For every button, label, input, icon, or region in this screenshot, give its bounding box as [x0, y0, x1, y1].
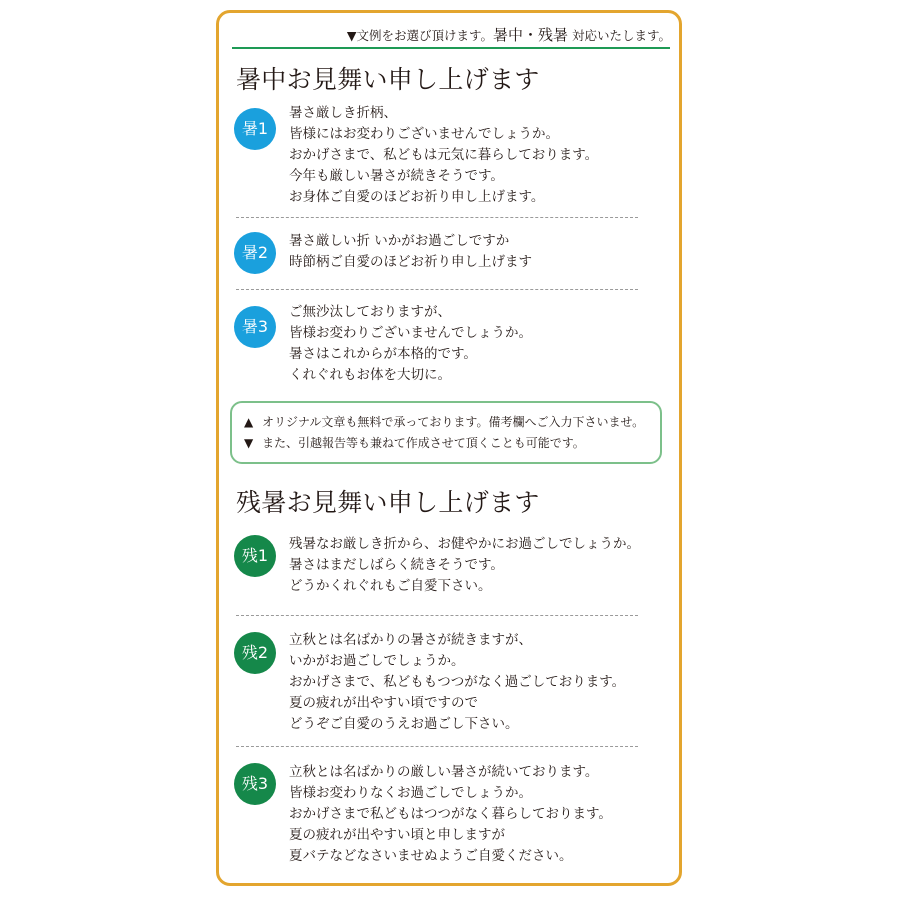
triangle-down-icon: ▼ [244, 436, 254, 450]
note-suffix: 対応いたします。 [568, 28, 671, 43]
text-line: 暑さ厳しき折柄、 [289, 105, 397, 121]
text-line: 暑さはこれからが本格的です。 [289, 346, 477, 362]
template-badge-sho3[interactable]: 暑3 [234, 306, 276, 348]
template-badge-zan2[interactable]: 残2 [234, 632, 276, 674]
text-line: どうかくれぐれもご自愛下さい。 [289, 578, 492, 594]
shochu-section-title: 暑中お見舞い申し上げます [236, 65, 540, 94]
notice-line-moving [244, 434, 585, 451]
template-text-sho3[interactable] [289, 302, 532, 386]
template-text-sho1[interactable] [289, 103, 598, 208]
zansho-section-title: 残暑お見舞い申し上げます [236, 488, 540, 517]
notice-text: また、引越報告等も兼ねて作成させて頂くことも可能です。 [262, 436, 585, 450]
template-text-sho2[interactable] [289, 231, 532, 273]
text-line: 暑さはまだしばらく続きそうです。 [289, 557, 504, 573]
text-line: 夏の疲れが出やすい頃ですので [289, 695, 478, 711]
template-text-zan1[interactable] [289, 534, 640, 597]
text-line: 夏バテなどなさいませぬようご自愛ください。 [289, 848, 573, 864]
note-highlight: 暑中・残暑 [493, 26, 569, 44]
text-line: 皆様お変わりございませんでしょうか。 [289, 325, 532, 341]
text-line: 立秋とは名ばかりの厳しい暑さが続いております。 [289, 764, 599, 780]
template-badge-sho2[interactable]: 暑2 [234, 232, 276, 274]
header-divider [232, 47, 670, 49]
text-line: どうぞご自愛のうえお過ごし下さい。 [289, 716, 519, 732]
dashed-divider [236, 615, 638, 616]
text-line: 時節柄ご自愛のほどお祈り申し上げます [289, 254, 532, 270]
text-line: おかげさまで、私どもは元気に暮らしております。 [289, 147, 599, 163]
text-line: 今年も厳しい暑さが続きそうです。 [289, 168, 504, 184]
dashed-divider [236, 217, 638, 218]
text-line: おかげさまで、私どももつつがなく過ごしております。 [289, 674, 626, 690]
dashed-divider [236, 746, 638, 747]
dashed-divider [236, 289, 638, 290]
note-prefix: ▼文例をお選び頂けます。 [346, 28, 493, 43]
template-badge-sho1[interactable]: 暑1 [234, 108, 276, 150]
text-line: くれぐれもお体を大切に。 [289, 367, 451, 383]
text-line: 立秋とは名ばかりの暑さが続きますが、 [289, 632, 532, 648]
template-badge-zan1[interactable]: 残1 [234, 535, 276, 577]
custom-text-notice [230, 401, 662, 464]
notice-line-original [244, 413, 644, 430]
text-line: 暑さ厳しい折 いかがお過ごしですか [289, 233, 510, 249]
template-text-zan2[interactable] [289, 630, 625, 735]
template-selection-note [235, 24, 671, 45]
template-badge-zan3[interactable]: 残3 [234, 763, 276, 805]
text-line: ご無沙汰しておりますが、 [289, 304, 451, 320]
text-line: 残暑なお厳しき折から、お健やかにお過ごしでしょうか。 [289, 536, 640, 552]
text-line: 皆様にはお変わりございませんでしょうか。 [289, 126, 559, 142]
text-line: 夏の疲れが出やすい頃と申しますが [289, 827, 505, 843]
text-line: いかがお過ごしでしょうか。 [289, 653, 465, 669]
triangle-up-icon: ▲ [244, 415, 254, 429]
text-line: 皆様お変わりなくお過ごしでしょうか。 [289, 785, 532, 801]
text-line: お身体ご自愛のほどお祈り申し上げます。 [289, 189, 545, 205]
text-line: おかげさまで私どもはつつがなく暮らしております。 [289, 806, 612, 822]
notice-text: オリジナル文章も無料で承っております。備考欄へご入力下さいませ。 [262, 415, 645, 429]
template-text-zan3[interactable] [289, 762, 612, 867]
